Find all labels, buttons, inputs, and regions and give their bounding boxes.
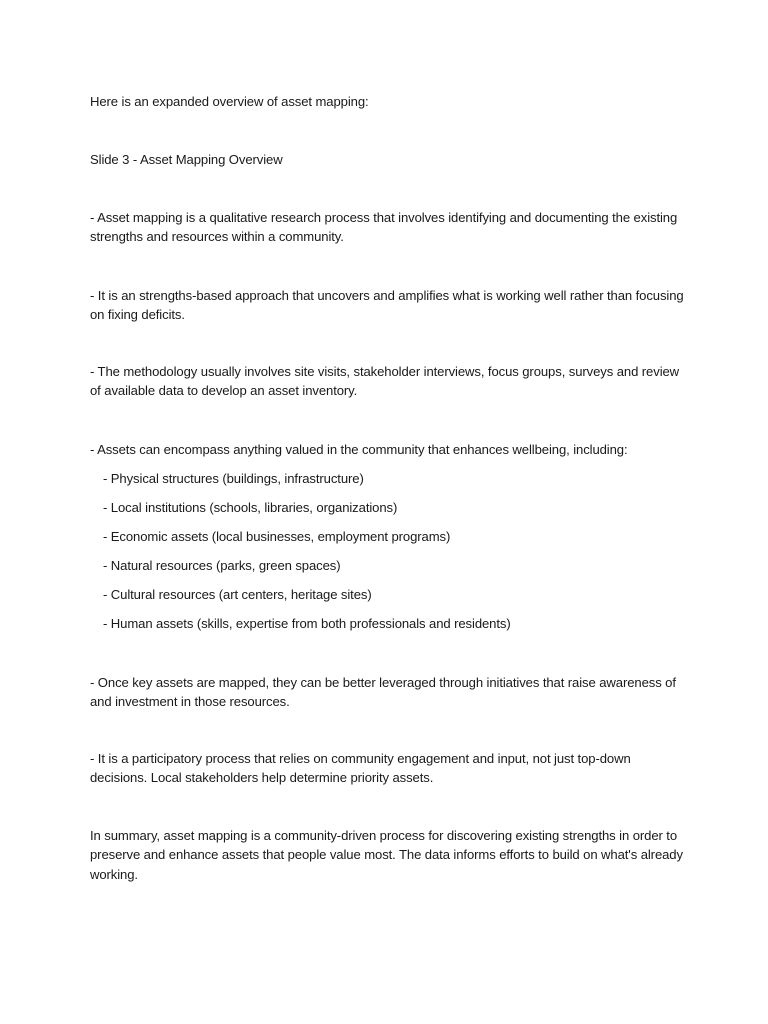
sub-bullet: - Natural resources (parks, green spaces) xyxy=(103,558,341,573)
bullet-paragraph: - Asset mapping is a qualitative research process that involves identifying and documenting the existing strengths and resources within a community. xyxy=(90,210,678,245)
bullet-paragraph: - It is a participatory process that relies on community engagement and input, not just top-down decisions. Local stakeholders help determine priority assets. xyxy=(90,751,631,786)
bullet-paragraph: - Assets can encompass anything valued in the community that enhances wellbeing, including: xyxy=(90,442,628,457)
bullet-paragraph: - Once key assets are mapped, they can be better leveraged through initiatives that raise awareness of and investment in those resources. xyxy=(90,675,676,710)
sub-bullet: - Local institutions (schools, libraries, organizations) xyxy=(103,500,398,515)
intro-text: Here is an expanded overview of asset mapping: xyxy=(90,94,369,109)
sub-bullet: - Cultural resources (art centers, heritage sites) xyxy=(103,587,372,602)
sub-bullet: - Human assets (skills, expertise from both professionals and residents) xyxy=(103,616,511,631)
slide-title: Slide 3 - Asset Mapping Overview xyxy=(90,152,283,167)
bullet-paragraph: - The methodology usually involves site visits, stakeholder interviews, focus groups, surveys and review of available data to develop an asset inventory. xyxy=(90,364,680,399)
sub-bullet: - Physical structures (buildings, infrastructure) xyxy=(103,471,364,486)
bullet-paragraph: - It is an strengths-based approach that uncovers and amplifies what is working well rather than focusing on fixing deficits. xyxy=(90,288,684,323)
summary-paragraph: In summary, asset mapping is a community-driven process for discovering existing strengths in order to preserve and enhance assets that people value most. The data informs efforts to build on what's already working. xyxy=(90,828,683,882)
sub-bullet: - Economic assets (local businesses, employment programs) xyxy=(103,529,451,544)
